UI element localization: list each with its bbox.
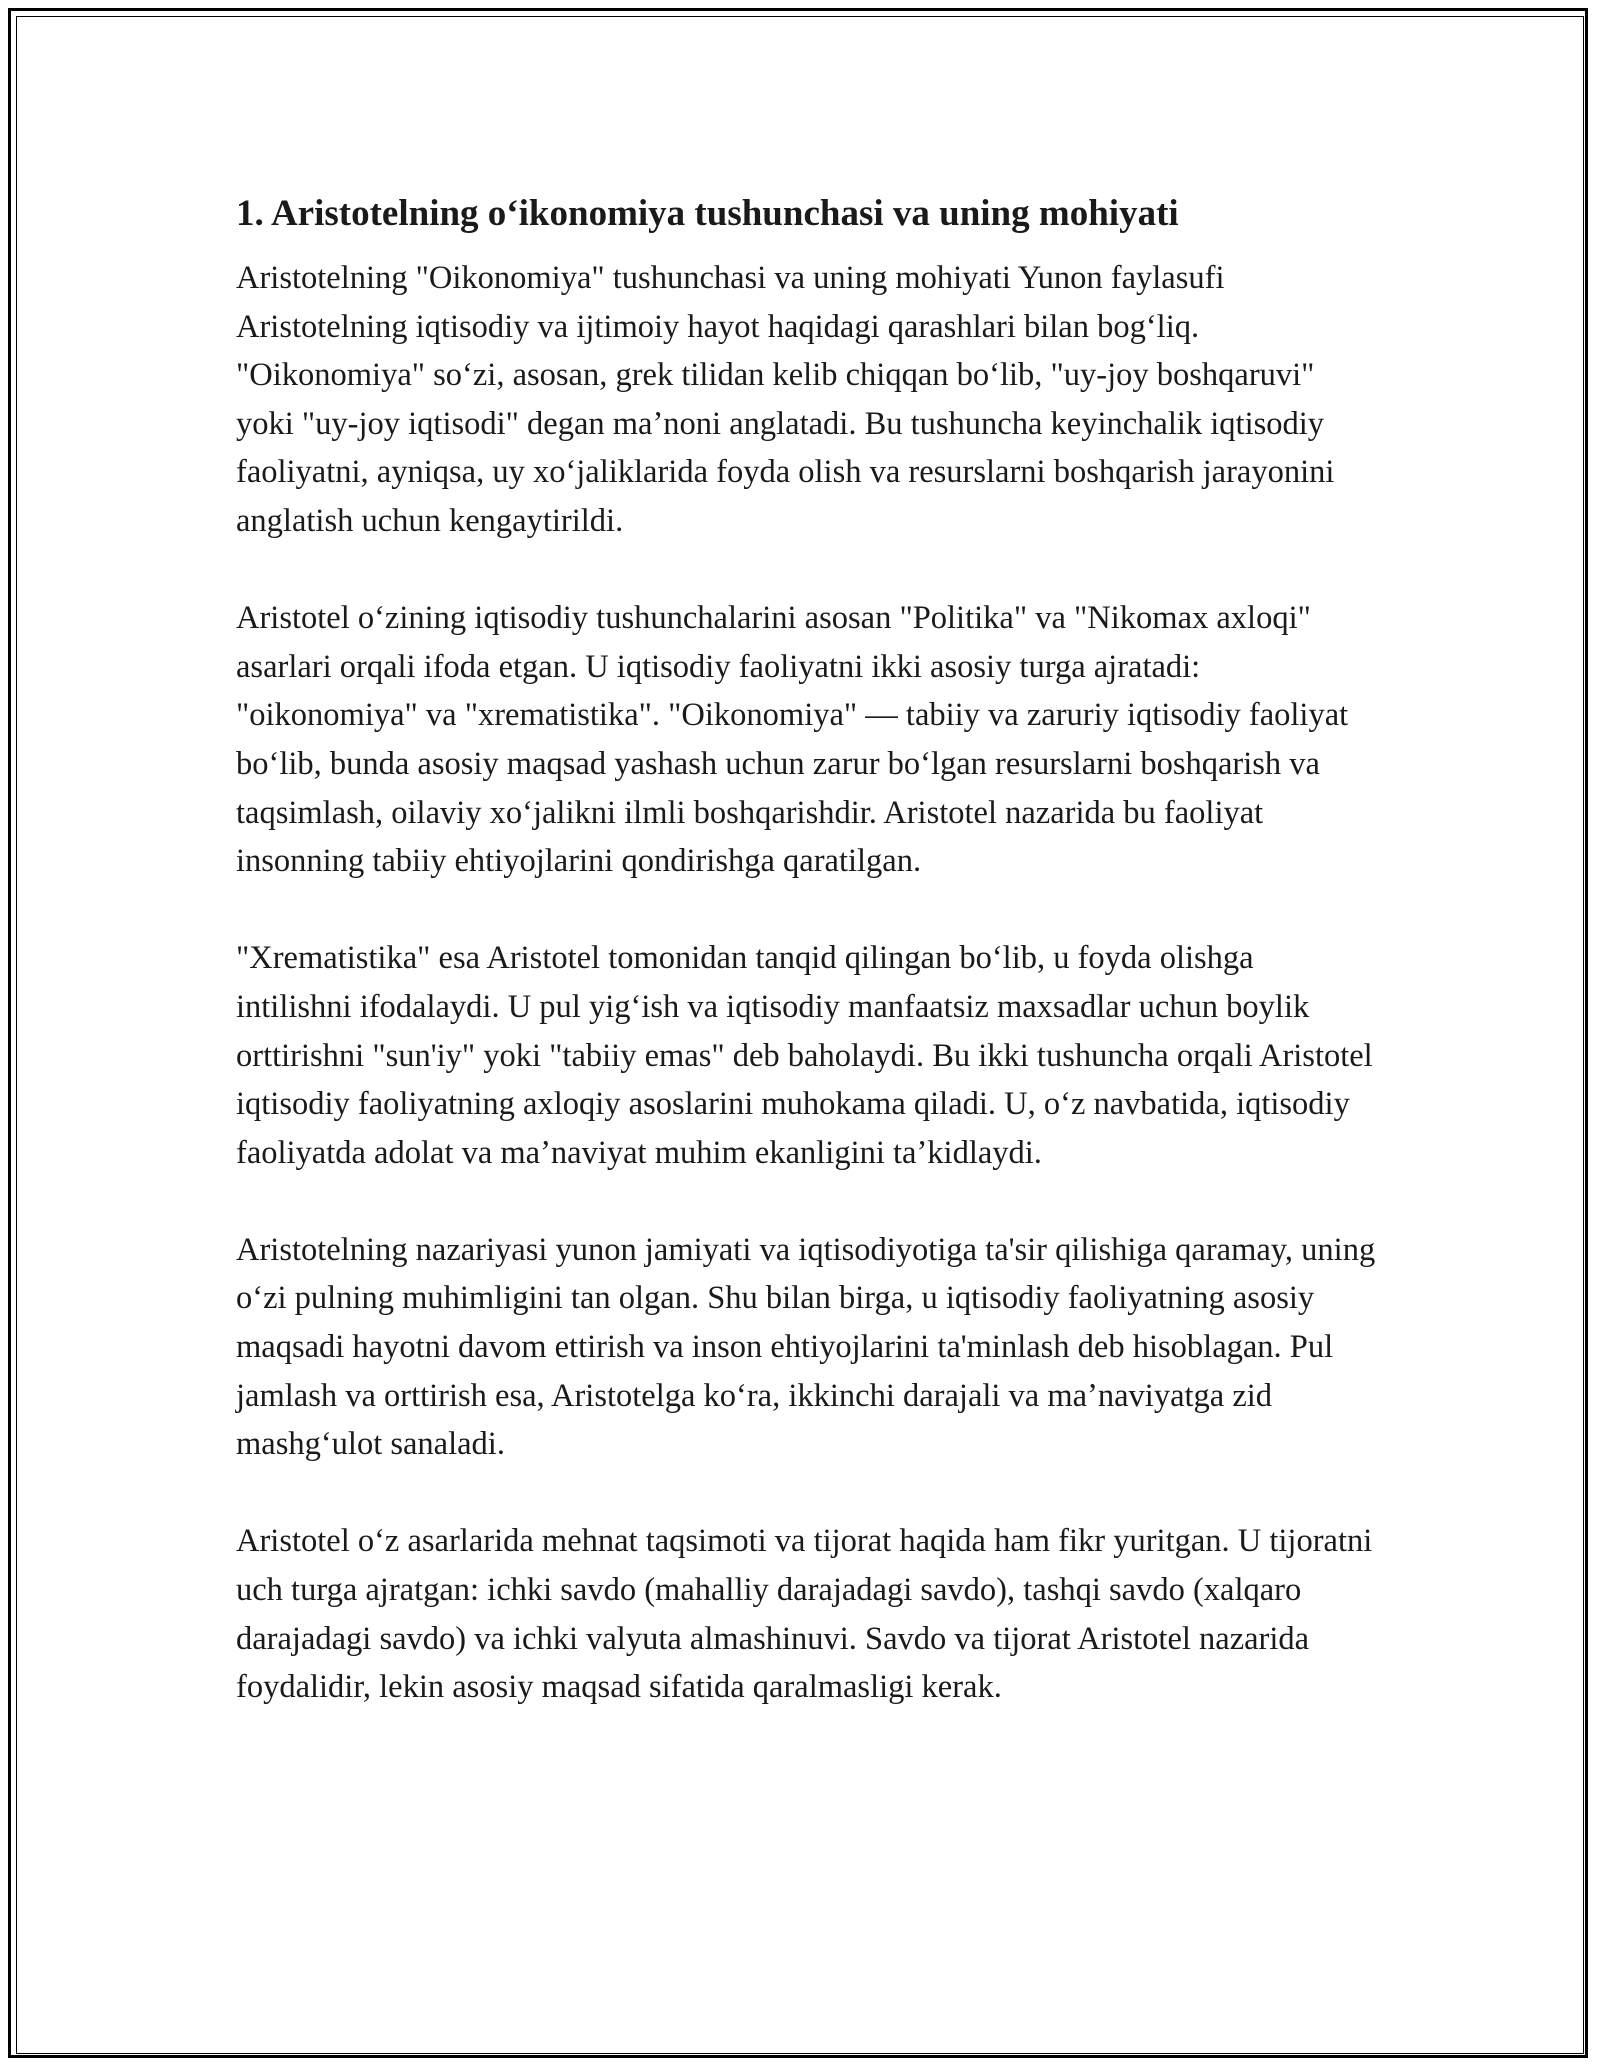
document-body bbox=[236, 188, 1376, 1760]
paragraph: Aristotel oʻz asarlarida mehnat taqsimoti va tijorat haqida ham fikr yuritgan. U tijoratni uch turga ajratgan: ichki savdo (mahalliy darajadagi savdo), tashqi savdo (xalqaro darajadagi savdo) va ichki valyuta almashinuvi. Savdo va tijorat Aristotel nazarida foydalidir, lekin asosiy maqsad sifatida qaralmasligi kerak. bbox=[236, 1523, 1373, 1706]
paragraph: Aristotel oʻzining iqtisodiy tushunchalarini asosan "Politika" va "Nikomax axloqi" asarlari orqali ifoda etgan. U iqtisodiy faoliyatni ikki asosiy turga ajratadi: "oikonomiya" va "xrematistika". "Oikonomiya" — tabiiy va zaruriy iqtisodiy faoliyat boʻlib, bunda asosiy maqsad yashash uchun zarur boʻlgan resurslarni boshqarish va taqsimlash, oilaviy xoʻjalikni ilmli boshqarishdir. Aristotel nazarida bu faoliyat insonning tabiiy ehtiyojlarini qondirishga qaratilgan. bbox=[236, 600, 1349, 880]
paragraph: Aristotelning "Oikonomiya" tushunchasi va uning mohiyati Yunon faylasufi Aristotelning iqtisodiy va ijtimoiy hayot haqidagi qarashlari bilan bogʻliq. "Oikonomiya" soʻzi, asosan, grek tilidan kelib chiqqan boʻlib, "uy-joy boshqaruvi" yoki "uy-joy iqtisodi" degan maʼnoni anglatadi. Bu tushuncha keyinchalik iqtisodiy faoliyatni, ayniqsa, uy xoʻjaliklarida foyda olish va resurslarni boshqarish jarayonini anglatish uchun kengaytirildi. bbox=[236, 260, 1335, 539]
paragraph: Aristotelning nazariyasi yunon jamiyati va iqtisodiyotiga ta'sir qilishiga qaramay, uning oʻzi pulning muhimligini tan olgan. Shu bilan birga, u iqtisodiy faoliyatning asosiy maqsadi hayotni davom ettirish va inson ehtiyojlarini ta'minlash deb hisoblagan. Pul jamlash va orttirish esa, Aristotelga koʻra, ikkinchi darajali va maʼnaviyatga zid mashgʻulot sanaladi. bbox=[236, 1231, 1376, 1463]
document-title: 1. Aristotelning oʻikonomiya tushunchasi va uning mohiyati bbox=[236, 193, 1179, 234]
paragraph: "Xrematistika" esa Aristotel tomonidan tanqid qilingan boʻlib, u foyda olishga intilishni ifodalaydi. U pul yigʻish va iqtisodiy manfaatsiz maxsadlar uchun boylik orttirishni "sun'iy" yoki "tabiiy emas" deb baholaydi. Bu ikki tushuncha orqali Aristotel iqtisodiy faoliyatning axloqiy asoslarini muhokama qiladi. U, oʻz navbatida, iqtisodiy faoliyatda adolat va maʼnaviyat muhim ekanligini taʼkidlaydi. bbox=[236, 940, 1373, 1171]
